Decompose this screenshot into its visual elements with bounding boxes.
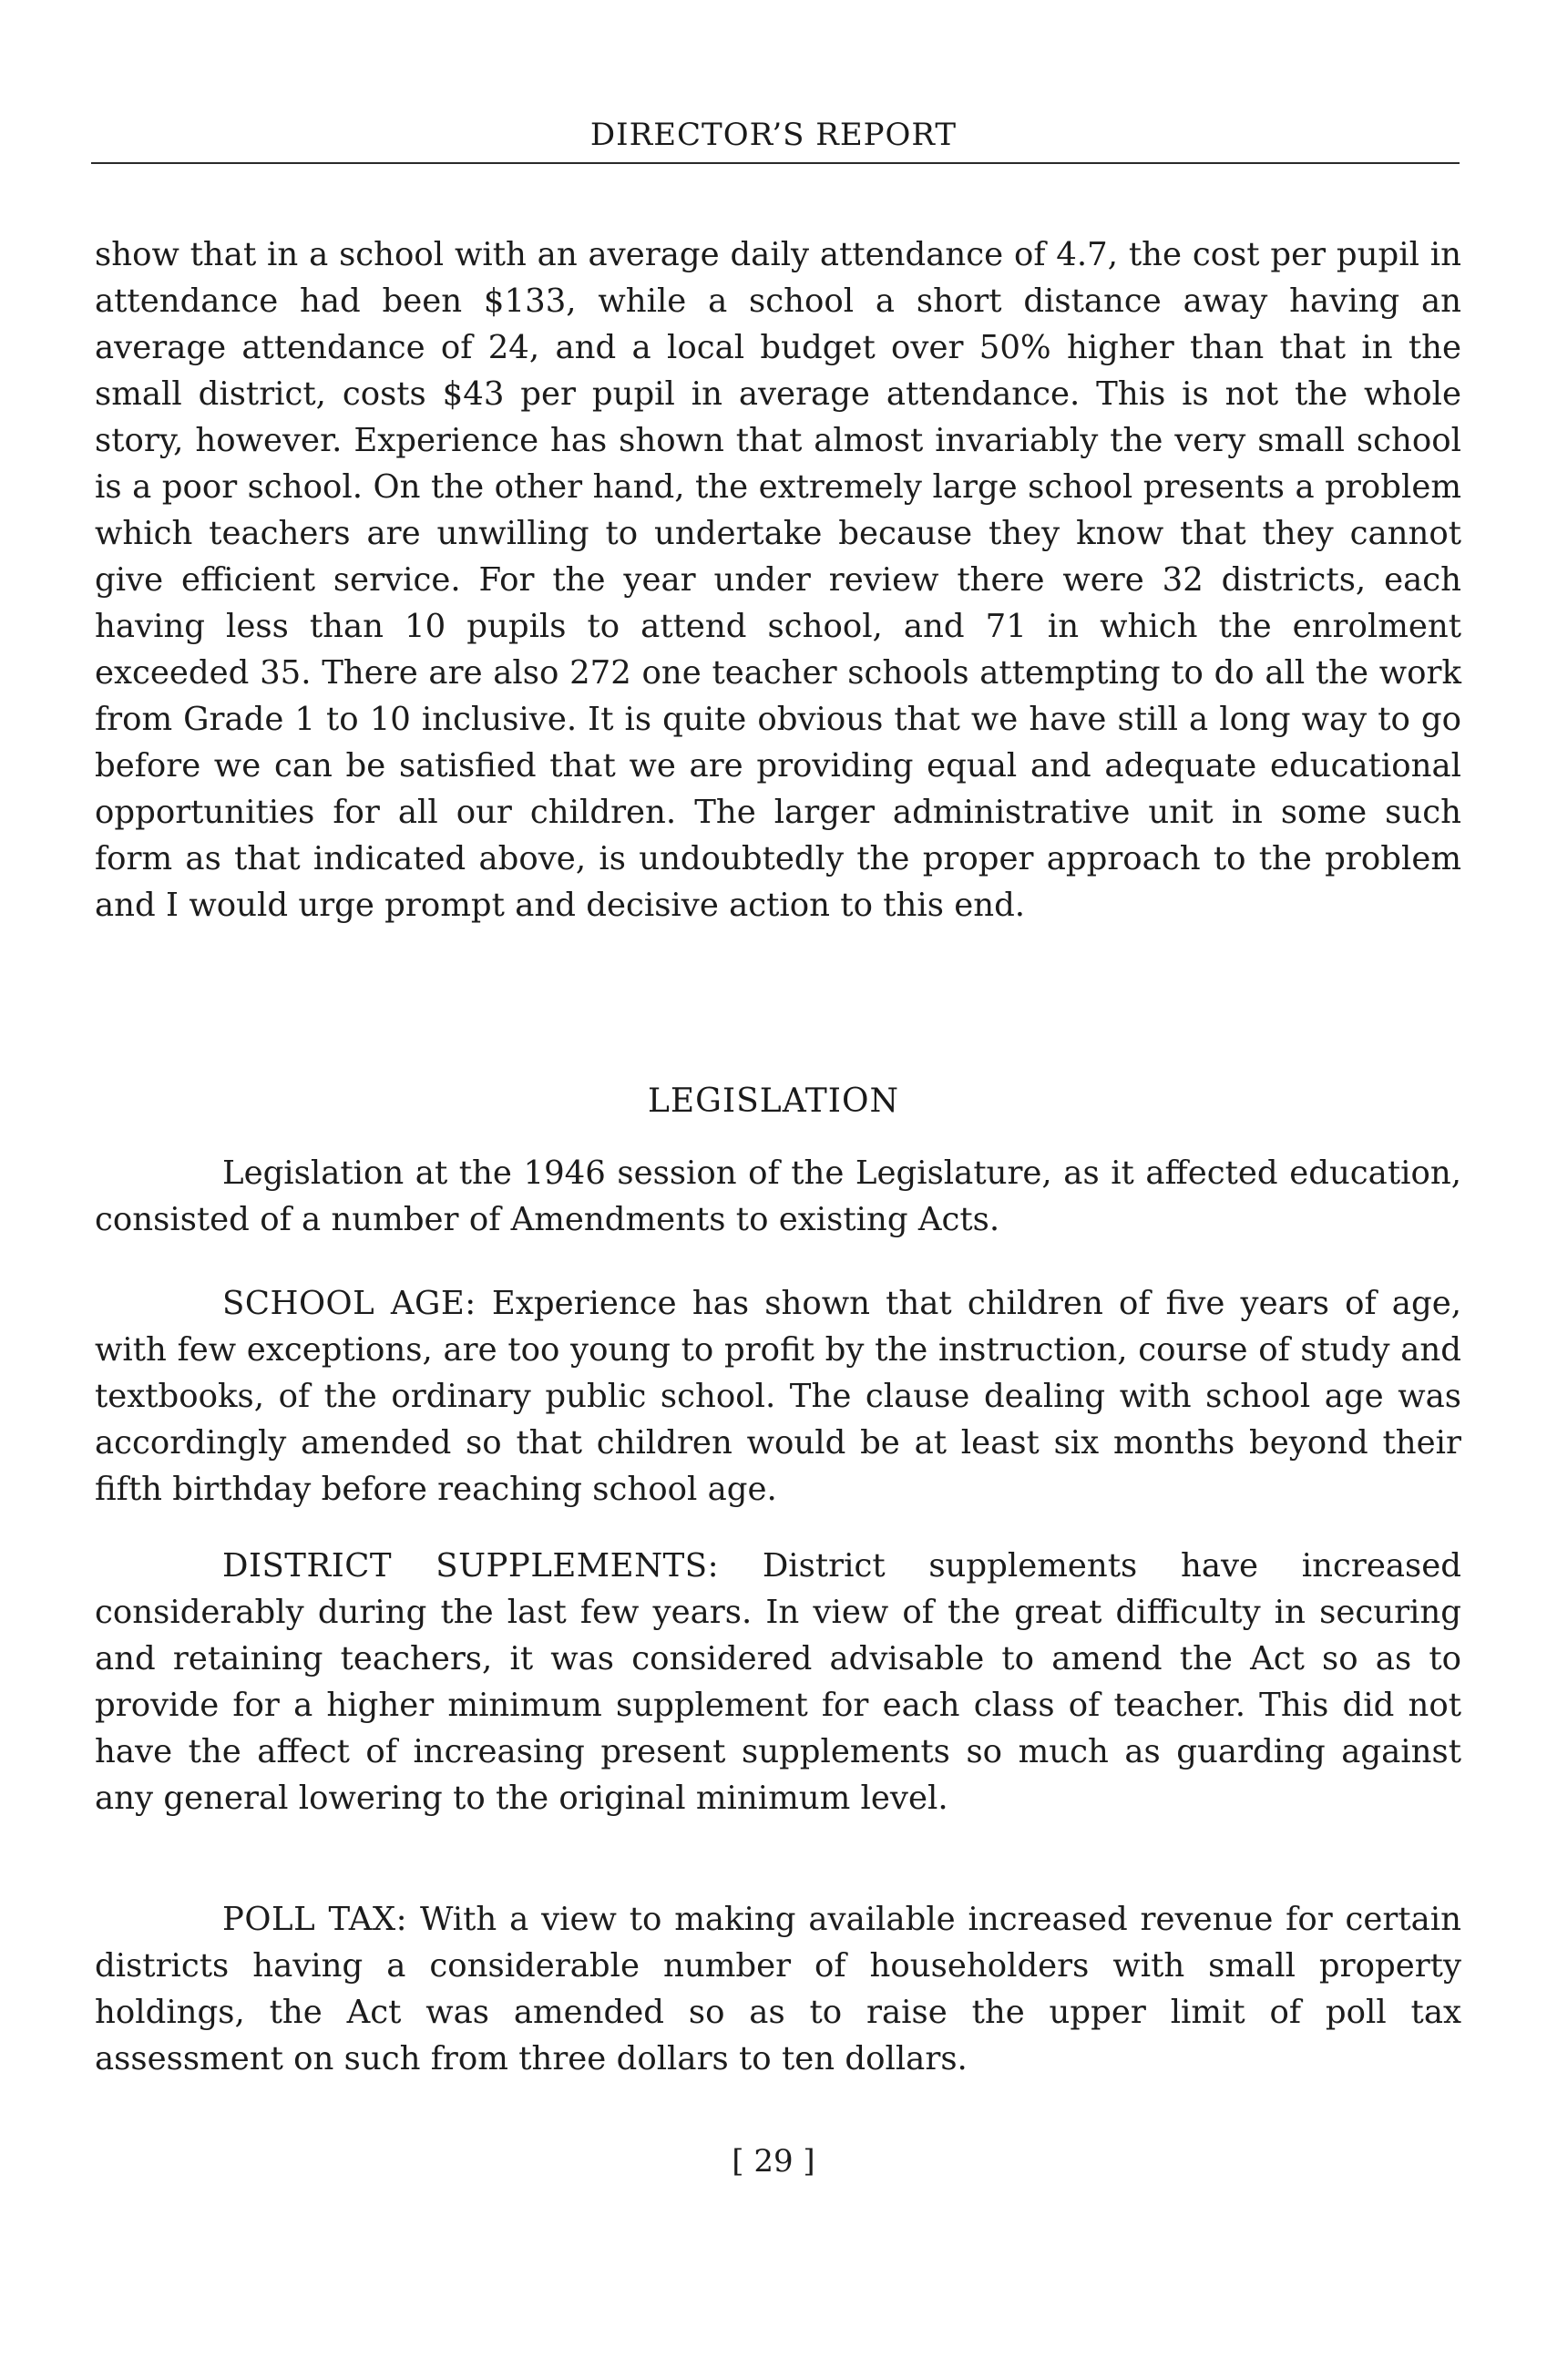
district-supplements-lead: DISTRICT SUPPLEMENTS: [222,1547,720,1585]
legislation-intro-paragraph: Legislation at the 1946 session of the Legislature, as it affected education, consisted of a number of Amendments to existing Acts. [95,1154,1461,1238]
school-age-paragraph [95,1280,1461,1513]
section-heading-legislation: LEGISLATION [647,1082,899,1120]
school-age-text: Experience has shown that children of five years of age, with few exceptions, are too young to profit by the instruction, course of study and textbooks, of the ordinary public school. The clause dealing with school age was accordingly amended so that children would be at least six months beyond their fifth birthday before reaching school age. [95,1285,1461,1508]
poll-tax-text: With a view to making available increased revenue for certain districts having a considerable number of householders with small property holdings, the Act was amended so as to raise the upper limit of poll tax assessment on such from three dollars to ten dollars. [95,1901,1462,2077]
running-title: DIRECTOR’S REPORT [589,117,958,153]
poll-tax-lead: POLL TAX: [222,1901,408,1938]
district-supplements-paragraph [95,1543,1461,1821]
school-age-lead: SCHOOL AGE: [222,1285,476,1322]
opening-paragraph: show that in a school with an average daily attendance of 4.7, the cost per pupil in attendance had been $133, while a school a short distance away having an average attendance of 24, and a local budget over 50% higher than that in the small district, costs $43 per pupil in average attendance. This is not the whole story, however. Experience has shown that almost invariably the very small school is a poor school. On the other hand, the extremely large school presents a problem which teachers are unwilling to undertake because they know that they cannot give efficient service. For the year under review there were 32 districts, each having less than 10 pupils to attend school, and 71 in which the enrolment exceeded 35. There are also 272 one teacher schools attempting to do all the work from Grade 1 to 10 inclusive. It is quite obvious that we have still a long way to go before we can be satisfied that we are providing equal and adequate educational opportunities for all our children. The larger administrative unit in some such form as that indicated above, is undoubtedly the proper approach to the problem and I would urge prompt and decisive action to this end. [95,236,1461,924]
district-supplements-text: District supplements have increased considerably during the last few years. In view of the great difficulty in securing and retaining teachers, it was considered advisable to amend the Act so as to provide for a higher minimum supplement for each class of teacher. This did not have the affect of increasing present supplements so much as guarding against any general lowering to the original minimum level. [95,1547,1461,1817]
poll-tax-paragraph [95,1896,1461,2082]
page-number: [ 29 ] [732,2143,815,2180]
header-rule [91,162,1460,164]
